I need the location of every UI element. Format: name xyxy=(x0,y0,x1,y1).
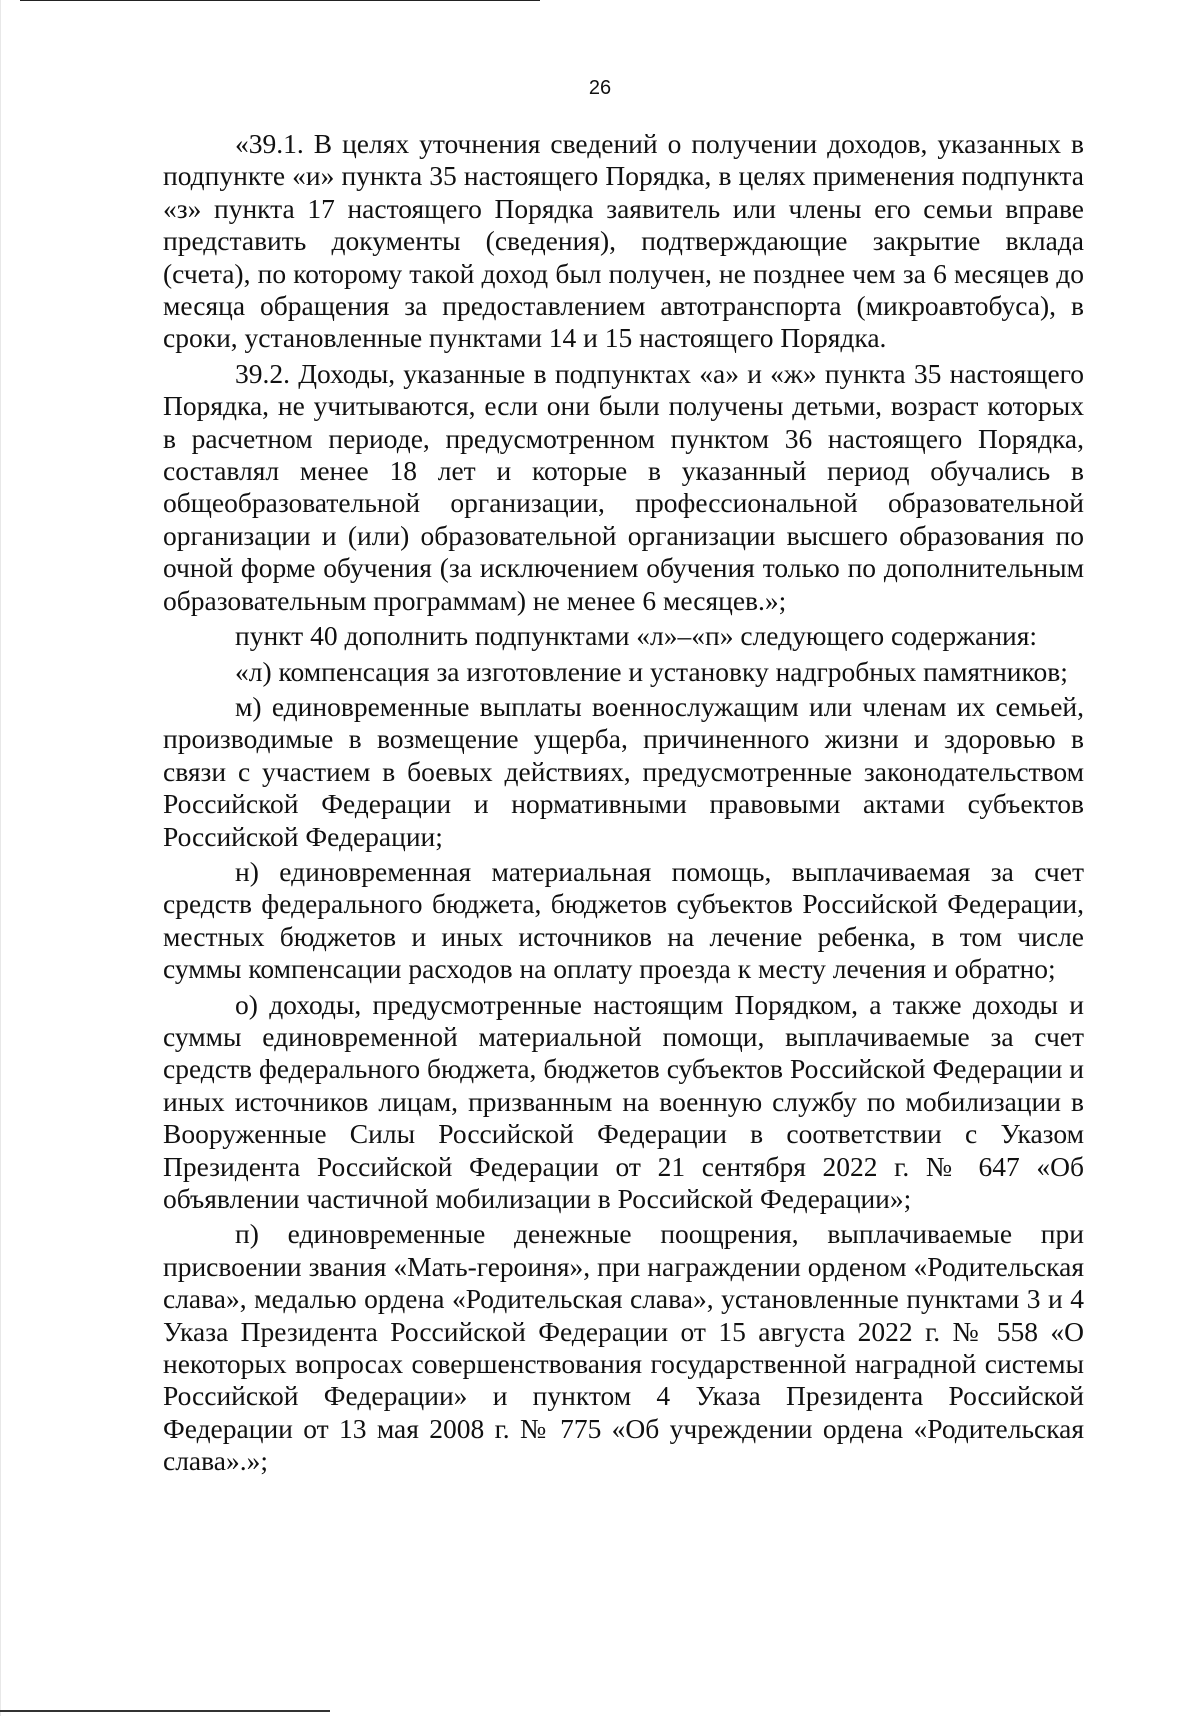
page-number: 26 xyxy=(588,77,612,99)
paragraph-subpoint-m: м) единовременные выплаты военнослужащим или членам их семьей, производимые в возмещение ущерба, причиненного жизни и здоровью в связи с участием в боевых действиях, предусмотренные законодательством Российской Федерации и нормативными правовыми актами субъектов Российской Федерации; xyxy=(163,690,1084,852)
paragraph-subpoint-p: п) единовременные денежные поощрения, выплачиваемые при присвоении звания «Мать-героиня», при награждении орденом «Родительская слава», медалью ордена «Родительская слава», установленные пунктами 3 и 4 Указа Президента Российской Федерации от 15 августа 2022 г. № 558 «О некоторых вопросах совершенствования государственной наградной системы Российской Федерации» и пунктом 4 Указа Президента Российской Федерации от 13 мая 2008 г. № 775 «Об учреждении ордена «Родительская слава».»; xyxy=(163,1218,1084,1477)
document-body xyxy=(163,128,1084,1478)
paragraph-39-1: «39.1. В целях уточнения сведений о получении доходов, указанных в подпункте «и» пункта 35 настоящего Порядка, в целях применения подпункта «з» пункта 17 настоящего Порядка заявитель или члены его семьи вправе представить документы (сведения), подтверждающие закрытие вклада (счета), по которому такой доход был получен, не позднее чем за 6 месяцев до месяца обращения за предоставлением автотранспорта (микроавтобуса), в сроки, установленные пунктами 14 и 15 настоящего Порядка. xyxy=(163,128,1084,354)
paragraph-subpoint-l: «л) компенсация за изготовление и установку надгробных памятников; xyxy=(235,655,1068,687)
scan-edge-left xyxy=(0,0,1,1716)
paragraph-39-2: 39.2. Доходы, указанные в подпунктах «а» и «ж» пункта 35 настоящего Порядка, не учитываются, если они были получены детьми, возраст которых в расчетном периоде, предусмотренном пунктом 36 настоящего Порядка, составлял менее 18 лет и которые в указанный период обучались в общеобразовательной организации, профессиональной образовательной организации и (или) образовательной организации высшего образования по очной форме обучения (за исключением обучения только по дополнительным образовательным программам) не менее 6 месяцев.»; xyxy=(163,357,1084,616)
paragraph-subpoint-o: о) доходы, предусмотренные настоящим Порядком, а также доходы и суммы единовременной материальной помощи, выплачиваемые за счет средств федерального бюджета, бюджетов субъектов Российской Федерации и иных источников лицам, призванным на военную службу по мобилизации в Вооруженные Силы Российской Федерации в соответствии с Указом Президента Российской Федерации от 21 сентября 2022 г. № 647 «Об объявлении частичной мобилизации в Российской Федерации»; xyxy=(163,988,1084,1214)
scan-edge-top xyxy=(20,0,540,1)
scan-edge-bottom xyxy=(0,1710,330,1712)
paragraph-point-40-intro: пункт 40 дополнить подпунктами «л»–«п» следующего содержания: xyxy=(235,620,1038,652)
paragraph-subpoint-n: н) единовременная материальная помощь, выплачиваемая за счет средств федерального бюджета, бюджетов субъектов Российской Федерации, местных бюджетов и иных источников на лечение ребенка, в том числе суммы компенсации расходов на оплату проезда к месту лечения и обратно; xyxy=(163,855,1084,985)
